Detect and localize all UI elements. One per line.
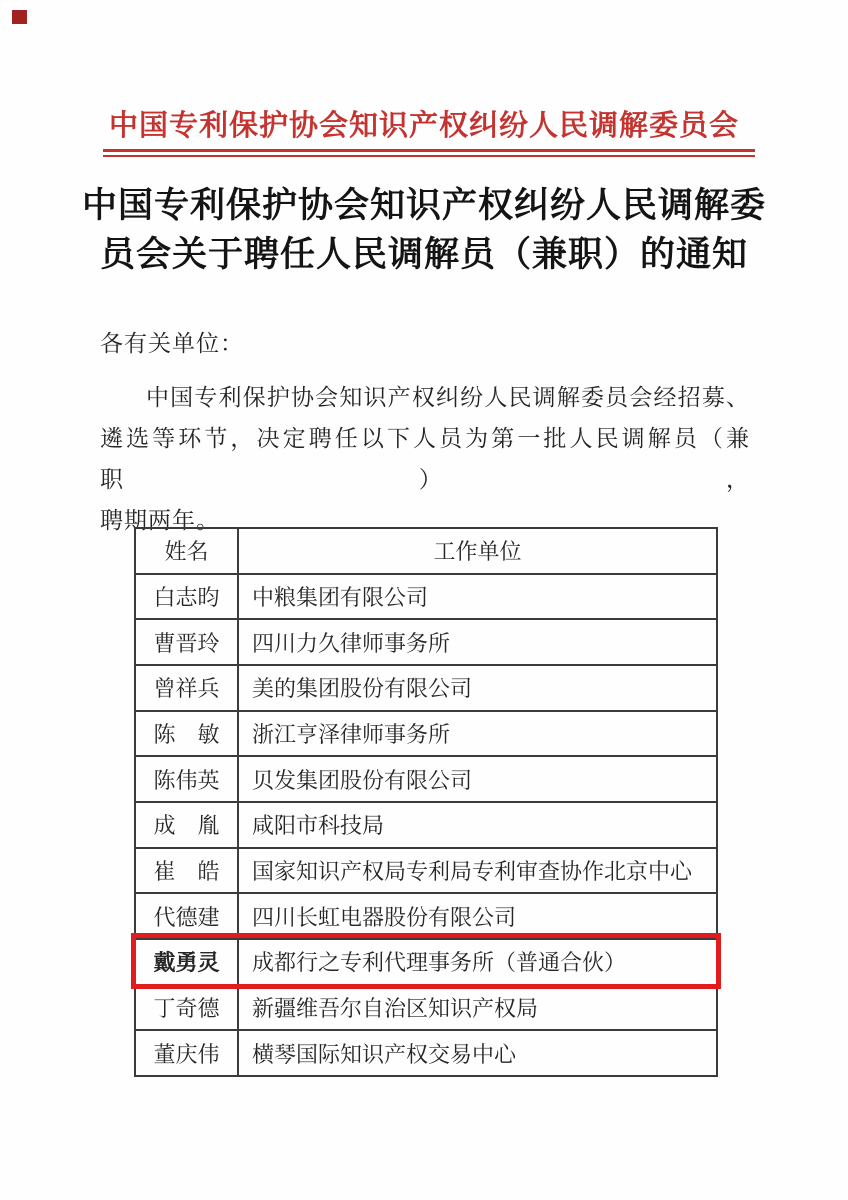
document-title-line2: 员会关于聘任人民调解员（兼职）的通知 [99,235,748,274]
cell-work-unit: 美的集团股份有限公司 [252,676,473,702]
rule-thin-line [103,155,755,157]
body-line-2: 遴选等环节，决定聘任以下人员为第一批人民调解员（兼职）， [100,426,750,492]
body-line-3: 聘期两年。 [100,508,220,533]
roster-table [134,527,718,1077]
table-header-row [136,529,716,573]
cell-name: 成 胤 [136,803,239,847]
table-row [136,801,716,847]
cell-work-unit: 国家知识产权局专利局专利审查协作北京中心 [252,859,693,885]
header-cell-work-unit: 工作单位 [433,539,522,565]
cell-name: 戴勇灵 [136,940,239,984]
cell-name: 丁奇德 [136,986,239,1030]
corner-mark [12,10,27,24]
document-title [0,181,848,279]
header-cell-name: 姓名 [136,529,239,573]
table-row [136,1029,716,1075]
cell-work-unit: 中粮集团有限公司 [252,585,429,610]
cell-work-unit: 新疆维吾尔自治区知识产权局 [252,996,539,1022]
table-row [136,710,716,756]
table-row [136,618,716,664]
rule-thick-line [103,149,755,152]
table-row [136,755,716,801]
cell-work-unit: 横琴国际知识产权交易中心 [252,1041,517,1067]
cell-name: 董庆伟 [136,1031,239,1075]
cell-name: 陈伟英 [136,757,239,801]
body-paragraph [100,377,750,541]
table-row [136,664,716,710]
letterhead-double-rule [103,149,755,157]
cell-work-unit: 四川力久律师事务所 [252,630,451,656]
table-row-highlighted [136,938,716,984]
document-title-line1: 中国专利保护协会知识产权纠纷人民调解委 [81,186,766,225]
salutation: 各有关单位： [100,331,244,356]
cell-name: 曹晋玲 [136,620,239,664]
cell-name: 白志昀 [136,575,239,619]
table-row [136,573,716,619]
cell-work-unit: 贝发集团股份有限公司 [252,767,473,793]
cell-name: 代德建 [136,894,239,938]
cell-name: 曾祥兵 [136,666,239,710]
table-row [136,984,716,1030]
table-row [136,847,716,893]
letterhead-org-name: 中国专利保护协会知识产权纠纷人民调解委员会 [108,110,739,142]
cell-work-unit: 四川长虹电器股份有限公司 [252,904,517,930]
cell-name: 崔 皓 [136,849,239,893]
cell-work-unit: 咸阳市科技局 [252,813,385,839]
body-line-1: 中国专利保护协会知识产权纠纷人民调解委员会经招募、 [146,385,750,410]
table-row [136,892,716,938]
cell-work-unit: 成都行之专利代理事务所（普通合伙） [252,950,627,976]
cell-work-unit: 浙江亨泽律师事务所 [252,722,451,748]
cell-name: 陈 敏 [136,712,239,756]
